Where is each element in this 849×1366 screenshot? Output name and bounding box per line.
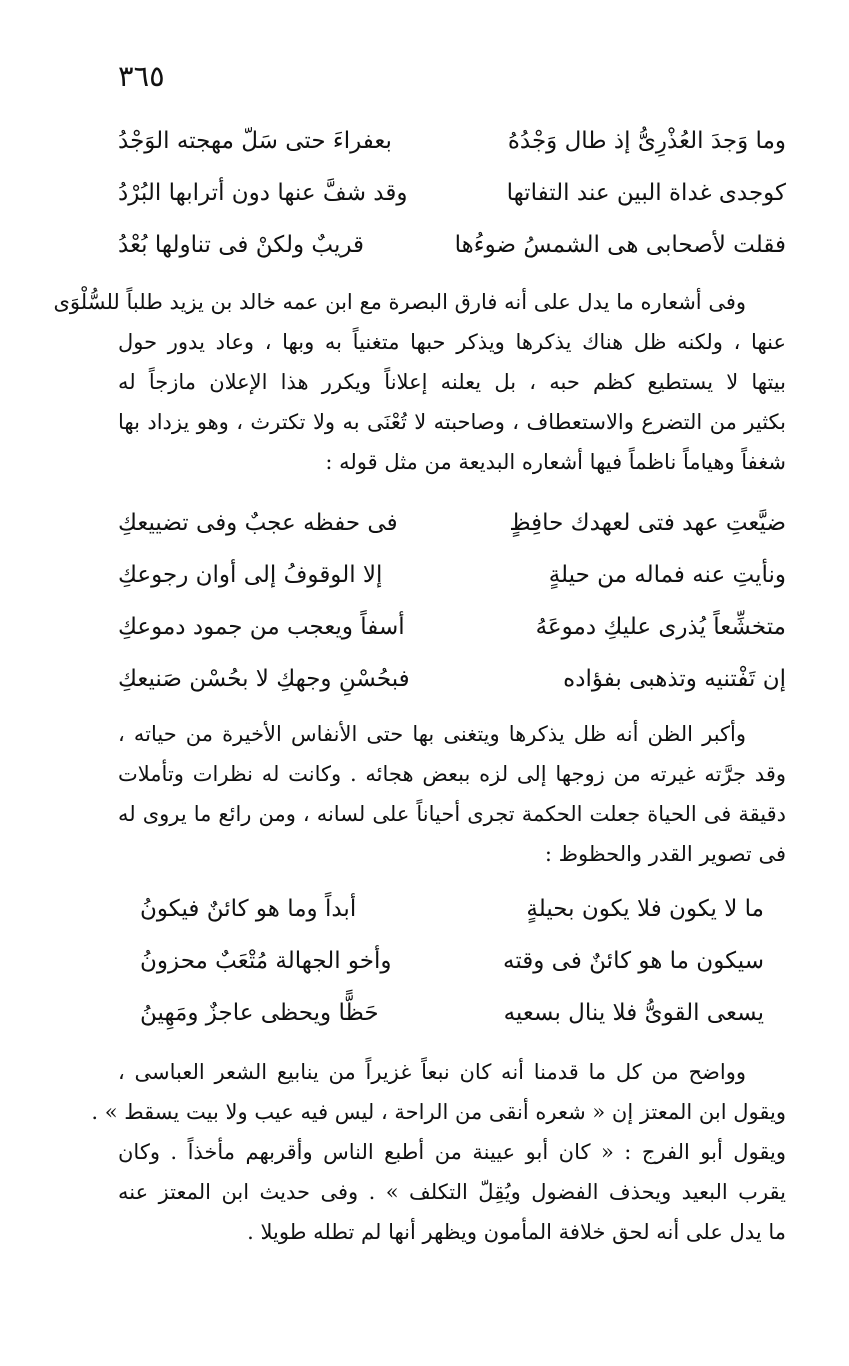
paragraph-2	[118, 714, 786, 874]
prose-line: فى تصوير القدر والحظوظ :	[544, 842, 786, 866]
verse-first-hemistich: كوجدى غداة البين عند التفاتها	[506, 180, 786, 206]
verse-first-hemistich: فقلت لأصحابى هى الشمسُ ضوءُها	[454, 232, 786, 258]
verse-first-hemistich: سيكون ما هو كائنٌ فى وقته	[503, 948, 764, 974]
verse-first-hemistich: ما لا يكون فلا يكون بحيلةٍ	[526, 896, 764, 922]
verse-second-hemistich: فى حفظه عجبٌ وفى تضييعكِ	[118, 510, 398, 536]
prose-line: ويقول ابن المعتز إن « شعره أنقى من الراحة ، ليس فيه عيب ولا بيت يسقط » .	[91, 1100, 786, 1124]
verse-second-hemistich: وأخو الجهالة مُتْعَبٌ محزونُ	[140, 948, 392, 974]
prose-line: عنها ، ولكنه ظل هناك يذكرها ويذكر حبها متغنياً به وبها ، وعاد يدور حول	[118, 330, 787, 354]
prose-line: دقيقة فى الحياة جعلت الحكمة تجرى أحياناً على لسانه ، ومن رائع ما يروى له	[118, 802, 786, 826]
verse-second-hemistich: أبداً وما هو كائنٌ فيكونُ	[140, 896, 357, 922]
prose-line: وقد جرَّته غيرته من زوجها إلى لزه ببعض هجائه . وكانت له نظرات وتأملات	[118, 762, 786, 786]
verse-first-hemistich: وما وَجدَ العُذْرِىُّ إذ طال وَجْدُهُ	[507, 128, 786, 154]
verse	[118, 562, 786, 614]
verse-first-hemistich: متخشِّعاً يُذرى عليكِ دموعَهُ	[535, 614, 786, 640]
paragraph-1	[53, 282, 787, 482]
verse-first-hemistich: إن تَفْتنيه وتذهبى بفؤاده	[563, 666, 786, 692]
verse-second-hemistich: قريبٌ ولكنْ فى تناولها بُعْدُ	[118, 232, 365, 258]
verse	[118, 180, 786, 232]
verse	[118, 614, 786, 666]
prose-line: بيتها لا يستطيع كظم حبه ، بل يعلنه إعلاناً ويكرر هذا الإعلان مازجاً له	[118, 370, 786, 394]
verse-second-hemistich: وقد شفَّ عنها دون أترابها البُرْدُ	[118, 180, 408, 206]
poem-1	[118, 128, 786, 284]
verse-second-hemistich: بعفراءَ حتى سَلّ مهجته الوَجْدُ	[118, 128, 392, 154]
verse	[118, 1000, 786, 1052]
page-number: ٣٦٥	[118, 59, 165, 93]
verse	[118, 896, 786, 948]
verse	[118, 128, 786, 180]
prose-line: يقرب البعيد ويحذف الفضول ويُقِلّ التكلف » . وفى حديث ابن المعتز عنه	[118, 1180, 786, 1204]
verse-second-hemistich: حَظًّا ويحظى عاجزٌ ومَهِينُ	[140, 1000, 379, 1026]
verse-first-hemistich: ضيَّعتِ عهد فتى لعهدك حافِظٍ	[509, 510, 786, 536]
verse	[118, 666, 786, 718]
poem-2	[118, 510, 786, 718]
verse	[118, 510, 786, 562]
verse-first-hemistich: ونأيتِ عنه فماله من حيلةٍ	[548, 562, 786, 588]
verse-second-hemistich: فبحُسْنِ وجهكِ لا بحُسْن صَنيعكِ	[118, 666, 410, 692]
verse	[118, 232, 786, 284]
verse-first-hemistich: يسعى القوىُّ فلا ينال بسعيه	[503, 1000, 764, 1026]
verse	[118, 948, 786, 1000]
paragraph-3	[91, 1052, 786, 1252]
prose-line: وفى أشعاره ما يدل على أنه فارق البصرة مع ابن عمه خالد بن يزيد طلباً للسُّلْوَى	[53, 290, 746, 314]
verse-second-hemistich: أسفاً ويعجب من جمود دموعكِ	[118, 614, 405, 640]
prose-line: ويقول أبو الفرج : « كان أبو عيينة من أطبع الناس وأقربهم مأخذاً . وكان	[118, 1140, 786, 1164]
prose-line: شغفاً وهياماً ناظماً فيها أشعاره البديعة من مثل قوله :	[325, 450, 786, 474]
verse-second-hemistich: إلا الوقوفُ إلى أوان رجوعكِ	[118, 562, 383, 588]
poem-3	[118, 896, 786, 1052]
prose-line: ما يدل على أنه لحق خلافة المأمون ويظهر أنها لم تطله طويلا .	[247, 1220, 786, 1244]
prose-line: وواضح من كل ما قدمنا أنه كان نبعاً غزيراً من ينابيع الشعر العباسى ،	[118, 1060, 746, 1084]
prose-line: وأكبر الظن أنه ظل يذكرها ويتغنى بها حتى الأنفاس الأخيرة من حياته ،	[118, 722, 746, 746]
prose-line: بكثير من التضرع والاستعطاف ، وصاحبته لا تُعْنَى به ولا تكترث ، وهو يزداد بها	[118, 410, 786, 434]
